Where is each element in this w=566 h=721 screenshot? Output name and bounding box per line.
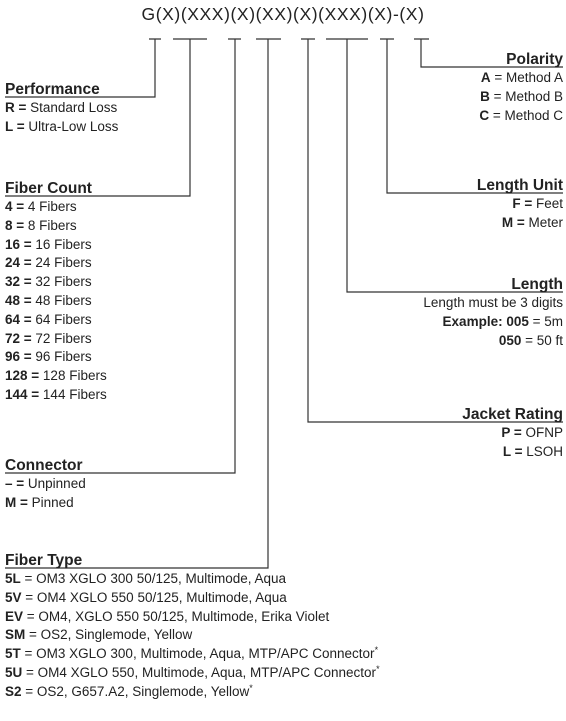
- list-item: 5V = OM4 XGLO 550 50/125, Multimode, Aqua: [5, 589, 287, 605]
- footnote-marker: *: [376, 663, 380, 674]
- fiber-type-section: [5, 551, 380, 702]
- footnote-marker: *: [249, 682, 253, 693]
- jacket-rating-section: [462, 405, 563, 462]
- list-item: P = OFNP: [501, 425, 563, 440]
- performance-section: [5, 80, 118, 137]
- list-item: L = LSOH: [502, 443, 563, 459]
- fiber-type-title: Fiber Type: [5, 552, 83, 569]
- list-item: 72 = 72 Fibers: [5, 330, 92, 346]
- connector-title: Connector: [5, 457, 83, 474]
- list-item: – = Unpinned: [5, 476, 86, 491]
- list-item: 8 = 8 Fibers: [5, 217, 77, 233]
- polarity-section: [479, 50, 563, 125]
- footnote-marker: *: [374, 645, 379, 656]
- list-item: 5L = OM3 XGLO 300 50/125, Multimode, Aqua: [5, 571, 287, 586]
- list-item: 5U = OM4 XGLO 550, Multimode, Aqua, MTP/APC Connector*: [5, 663, 380, 680]
- list-item: A = Method A: [480, 70, 563, 85]
- list-item: R = Standard Loss: [5, 100, 118, 115]
- list-item: M = Pinned: [5, 494, 74, 510]
- connector-section: [5, 456, 86, 513]
- list-item: 4 = 4 Fibers: [5, 199, 77, 214]
- list-item: 32 = 32 Fibers: [5, 274, 92, 290]
- length-unit-title: Length Unit: [476, 177, 563, 194]
- list-item: F = Feet: [512, 196, 563, 211]
- fiber-count-title: Fiber Count: [5, 180, 92, 197]
- list-item: SM = OS2, Singlemode, Yellow: [5, 627, 193, 643]
- length-title: Length: [511, 276, 563, 293]
- list-item: 050 = 50 ft: [498, 332, 563, 348]
- list-item: Example: 005 = 5m: [442, 313, 563, 329]
- list-item: 96 = 96 Fibers: [5, 349, 92, 365]
- list-item: 128 = 128 Fibers: [5, 368, 107, 384]
- length-unit-section: [477, 176, 563, 233]
- list-item: 5T = OM3 XGLO 300, Multimode, Aqua, MTP/APC Connector*: [5, 645, 379, 662]
- performance-title: Performance: [5, 81, 100, 98]
- list-item: S2 = OS2, G657.A2, Singlemode, Yellow*: [5, 682, 253, 699]
- list-item: B = Method B: [480, 88, 563, 104]
- list-item: 16 = 16 Fibers: [5, 236, 92, 252]
- part-number-code: G(X)(XXX)(X)(XX)(X)(XXX)(X)-(X): [141, 4, 425, 24]
- list-item: 48 = 48 Fibers: [5, 292, 92, 308]
- fiber-count-section: [5, 179, 107, 405]
- list-item: 64 = 64 Fibers: [5, 311, 92, 327]
- polarity-title: Polarity: [506, 51, 563, 68]
- list-item: EV = OM4, XGLO 550 50/125, Multimode, Erika Violet: [5, 608, 330, 624]
- list-item: 24 = 24 Fibers: [5, 255, 92, 271]
- jacket-rating-title: Jacket Rating: [462, 406, 563, 423]
- list-item: L = Ultra-Low Loss: [5, 118, 119, 134]
- list-item: M = Meter: [501, 214, 563, 230]
- list-item: 144 = 144 Fibers: [5, 386, 107, 402]
- length-section: [423, 275, 563, 350]
- list-item: C = Method C: [479, 107, 563, 123]
- length-rule-text: Length must be 3 digits: [423, 295, 563, 310]
